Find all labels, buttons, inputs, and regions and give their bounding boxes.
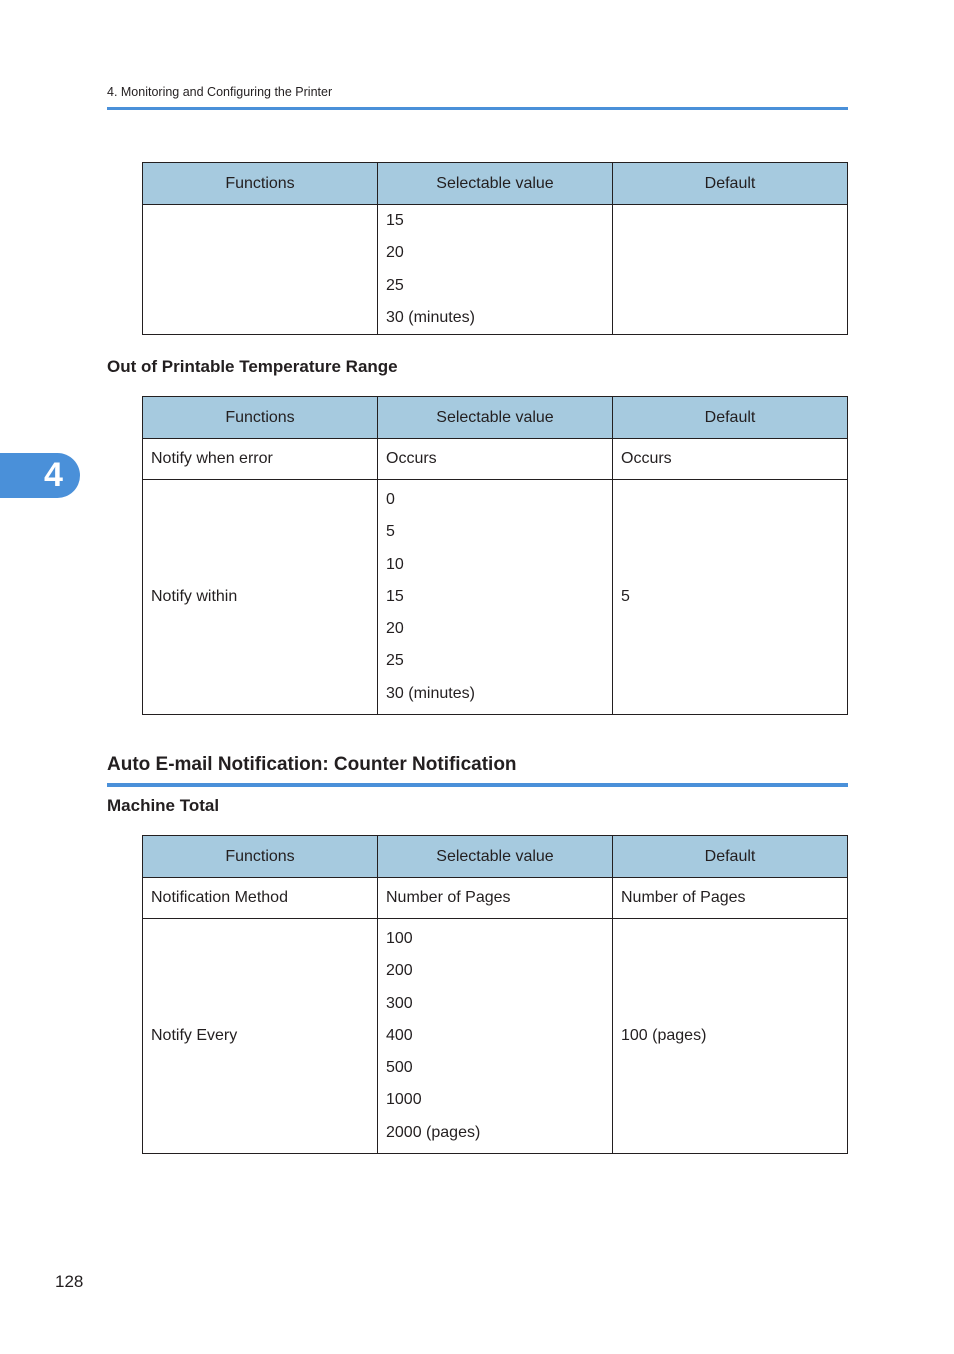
value-item: 100	[386, 929, 413, 947]
header-rule	[107, 107, 848, 110]
default-cell: 5	[613, 480, 848, 715]
table-row	[143, 205, 848, 335]
value-item: 15	[386, 212, 404, 229]
function-cell: Notify Every	[143, 919, 378, 1154]
value-item: 1000	[386, 1091, 422, 1109]
col-header-default: Default	[613, 397, 848, 439]
table-row	[143, 480, 848, 715]
value-item: 20	[386, 244, 404, 262]
page-number: 128	[55, 1272, 84, 1291]
values-cell	[378, 480, 613, 715]
temperature-range-table	[142, 396, 848, 715]
value-item: 15	[386, 587, 404, 605]
value-item: 200	[386, 962, 413, 980]
function-cell: Notification Method	[143, 878, 378, 919]
value-item: 400	[386, 1026, 413, 1044]
col-header-selectable-value: Selectable value	[378, 836, 613, 878]
values-cell	[378, 919, 613, 1154]
function-cell: Notify when error	[143, 439, 378, 480]
value-item: 25	[386, 276, 404, 294]
section-heading: Auto E-mail Notification: Counter Notification	[107, 754, 517, 775]
col-header-default: Default	[613, 836, 848, 878]
table-continued	[142, 162, 848, 335]
col-header-selectable-value: Selectable value	[378, 163, 613, 205]
col-header-selectable-value: Selectable value	[378, 397, 613, 439]
running-head: 4. Monitoring and Configuring the Printer	[107, 85, 333, 99]
value-item: 0	[386, 490, 395, 508]
function-cell: Notify within	[143, 480, 378, 715]
machine-total-table	[142, 835, 848, 1154]
table-row	[143, 878, 848, 919]
value-item: 20	[386, 620, 404, 638]
value-item: 2000 (pages)	[386, 1123, 481, 1141]
col-header-functions: Functions	[143, 836, 378, 878]
value-cell: Occurs	[378, 439, 613, 480]
value-item: 30 (minutes)	[386, 684, 475, 702]
values-cell	[378, 205, 613, 335]
default-cell	[613, 205, 848, 335]
value-cell: Number of Pages	[378, 878, 613, 919]
default-cell: 100 (pages)	[613, 919, 848, 1154]
default-cell: Occurs	[613, 439, 848, 480]
table-row	[143, 919, 848, 1154]
function-cell	[143, 205, 378, 335]
default-cell: Number of Pages	[613, 878, 848, 919]
value-item: 500	[386, 1059, 413, 1077]
col-header-functions: Functions	[143, 163, 378, 205]
value-item: 10	[386, 555, 404, 573]
heading-rule	[107, 783, 848, 787]
value-item: 25	[386, 652, 404, 670]
col-header-default: Default	[613, 163, 848, 205]
section-title: Machine Total	[107, 796, 220, 815]
section-title: Out of Printable Temperature Range	[107, 357, 398, 376]
value-item: 300	[386, 994, 413, 1012]
chapter-tab: 4	[0, 453, 80, 498]
col-header-functions: Functions	[143, 397, 378, 439]
value-item: 30 (minutes)	[386, 308, 475, 326]
table-row	[143, 439, 848, 480]
value-item: 5	[386, 523, 395, 541]
